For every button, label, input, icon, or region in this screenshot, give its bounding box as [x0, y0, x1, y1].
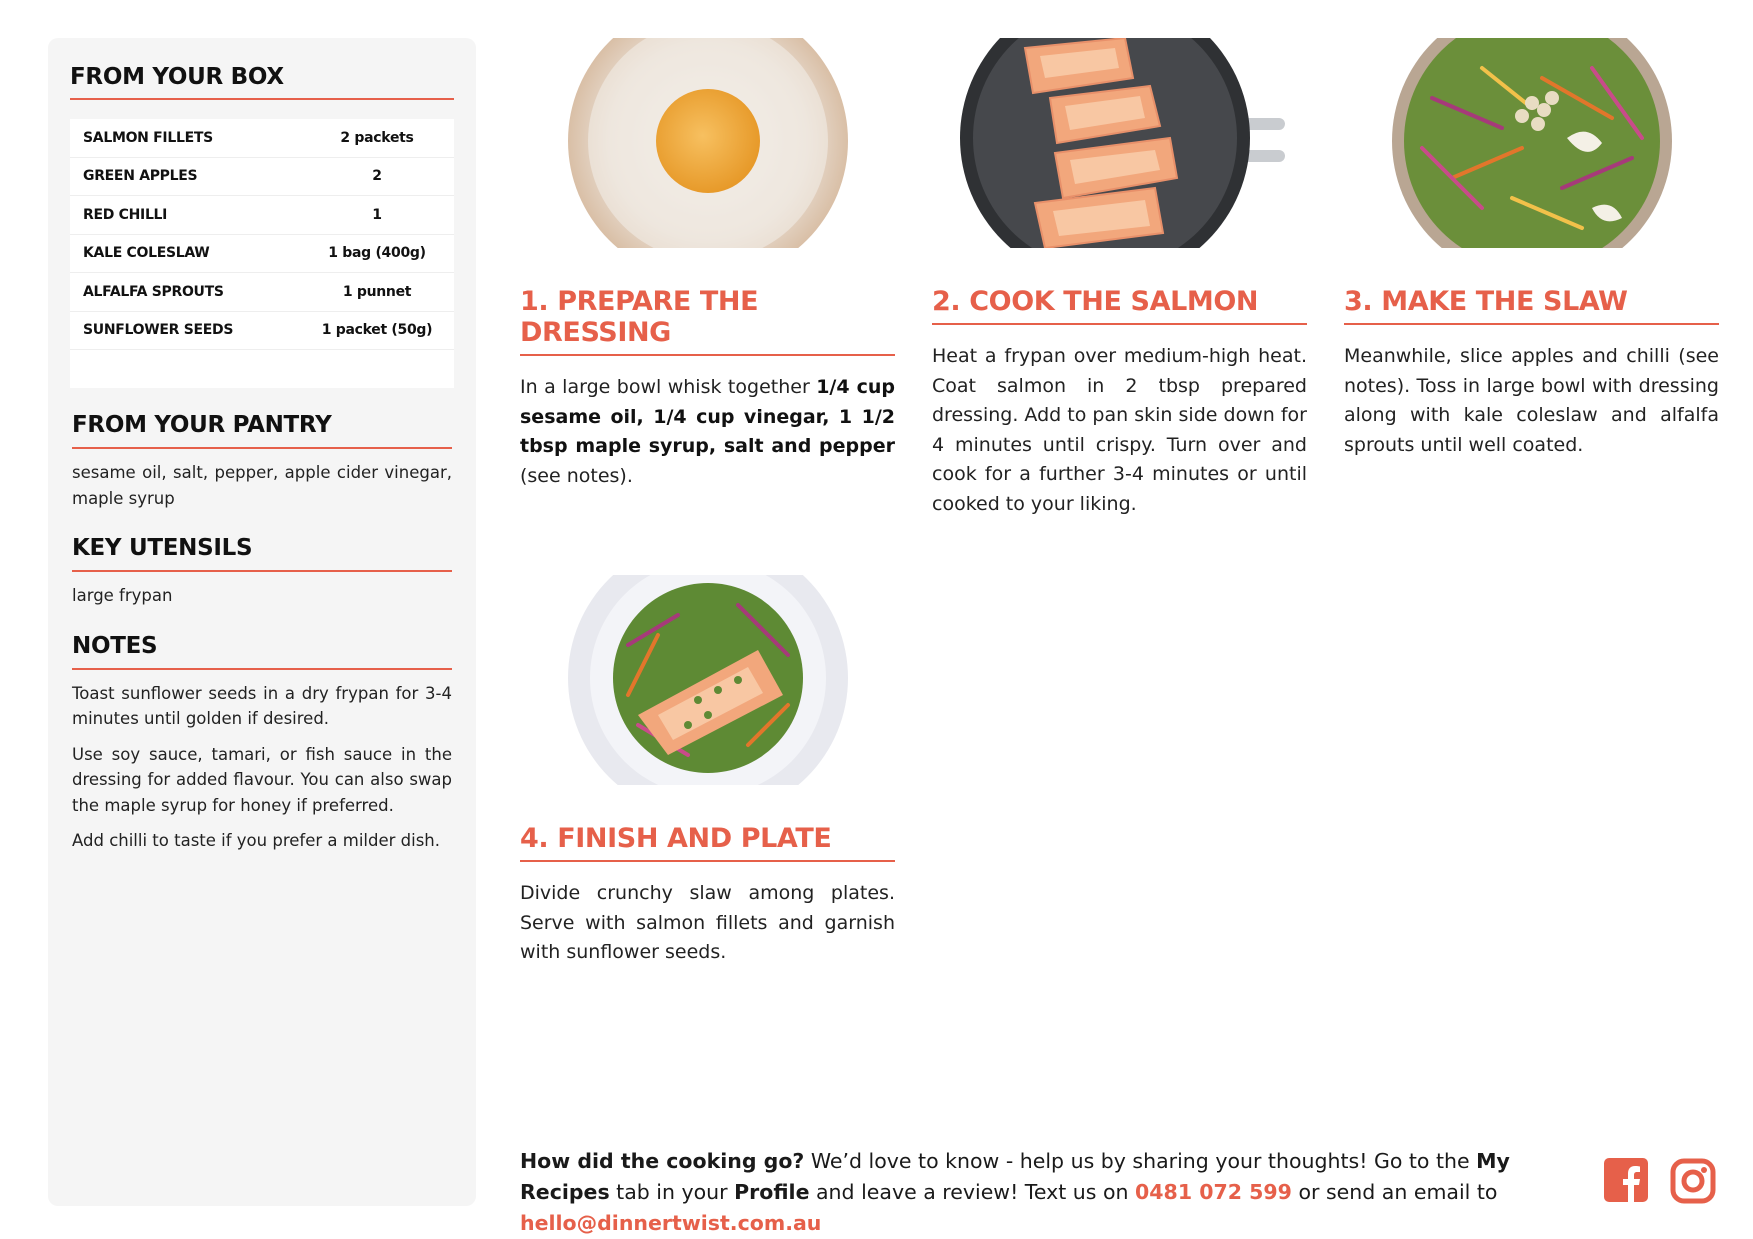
note-item: Toast sunflower seeds in a dry frypan for 3-4 minutes until golden if desired.: [72, 683, 452, 728]
step-text: Meanwhile, slice apples and chilli (see notes). Toss in large bowl with dressing along with kale coleslaw and alfalfa sprouts until well coated.: [1344, 345, 1719, 456]
table-row: [70, 158, 454, 197]
pantry-text: sesame oil, salt, pepper, apple cider vinegar, maple syrup: [72, 463, 452, 508]
phone-link[interactable]: 0481 072 599: [1135, 1180, 1292, 1204]
table-row: [70, 196, 454, 235]
step-title: 3. MAKE THE SLAW: [1344, 286, 1719, 325]
step-text: Divide crunchy slaw among plates. Serve with salmon fillets and garnish with sunflower seeds.: [520, 882, 895, 963]
step-text: Heat a frypan over medium-high heat. Coat salmon in 2 tbsp prepared dressing. Add to pan skin side down for 4 minutes until crispy. Turn over and cook for a further 3-4 minutes or until cooked to your liking.: [932, 345, 1307, 515]
facebook-icon[interactable]: [1604, 1158, 1648, 1206]
ingredient-qty: 2: [372, 168, 382, 185]
email-link[interactable]: hello@dinnertwist.com.au: [520, 1211, 822, 1235]
pantry-section: [70, 412, 454, 511]
pantry-title: FROM YOUR PANTRY: [72, 412, 452, 449]
ingredient-name: KALE COLESLAW: [83, 245, 210, 262]
ingredient-name: RED CHILLI: [83, 206, 168, 223]
notes-title: NOTES: [72, 633, 452, 670]
step-title: 4. FINISH AND PLATE: [520, 823, 895, 862]
step-4: [520, 575, 895, 968]
step-title: 2. COOK THE SALMON: [932, 286, 1307, 325]
step-title: 1. PREPARE THE DRESSING: [520, 286, 895, 356]
step-3: [1344, 38, 1719, 460]
table-row: [70, 235, 454, 274]
step-1: [520, 38, 895, 491]
table-row: [70, 119, 454, 158]
ingredient-qty: 1 punnet: [342, 283, 412, 300]
step-text: In a large bowl whisk together 1/4 cup sesame oil, 1/4 cup vinegar, 1 1/2 tbsp maple syrup, salt and pepper (see notes).: [520, 376, 895, 487]
instagram-icon[interactable]: [1670, 1158, 1716, 1208]
step-2: [932, 38, 1307, 519]
table-row: [70, 312, 454, 351]
ingredient-qty: 2 packets: [340, 129, 414, 146]
ingredient-qty: 1 packet (50g): [321, 322, 433, 339]
box-ingredients-table: [70, 119, 454, 388]
note-item: Use soy sauce, tamari, or fish sauce in the dressing for added flavour. You can also swap the maple syrup for honey if preferred.: [72, 744, 452, 815]
dressing-bowl-image: [568, 38, 848, 248]
ingredient-qty: 1 bag (400g): [328, 245, 426, 262]
ingredients-sidebar: [48, 38, 476, 1206]
table-row: [70, 273, 454, 312]
feedback-footer: How did the cooking go? We’d love to know - help us by sharing your thoughts! Go to the My Recipes tab in your Profile and leave a review! Text us on 0481 072 599 or send an email to hello@dinnertwist.com.au: [520, 1149, 1510, 1235]
frypan-salmon-image: [955, 38, 1285, 248]
ingredient-name: SUNFLOWER SEEDS: [83, 322, 234, 339]
utensils-section: [70, 535, 454, 609]
ingredient-name: SALMON FILLETS: [83, 129, 213, 146]
from-your-box-title: FROM YOUR BOX: [70, 64, 454, 100]
plated-salmon-image: [568, 575, 848, 785]
slaw-bowl-image: [1392, 38, 1672, 248]
ingredient-name: GREEN APPLES: [83, 168, 198, 185]
ingredient-name: ALFALFA SPROUTS: [83, 283, 224, 300]
utensils-text: large frypan: [72, 586, 173, 605]
notes-section: [70, 633, 454, 854]
utensils-title: KEY UTENSILS: [72, 535, 452, 572]
note-item: Add chilli to taste if you prefer a milder dish.: [72, 831, 440, 850]
ingredient-qty: 1: [372, 206, 382, 223]
